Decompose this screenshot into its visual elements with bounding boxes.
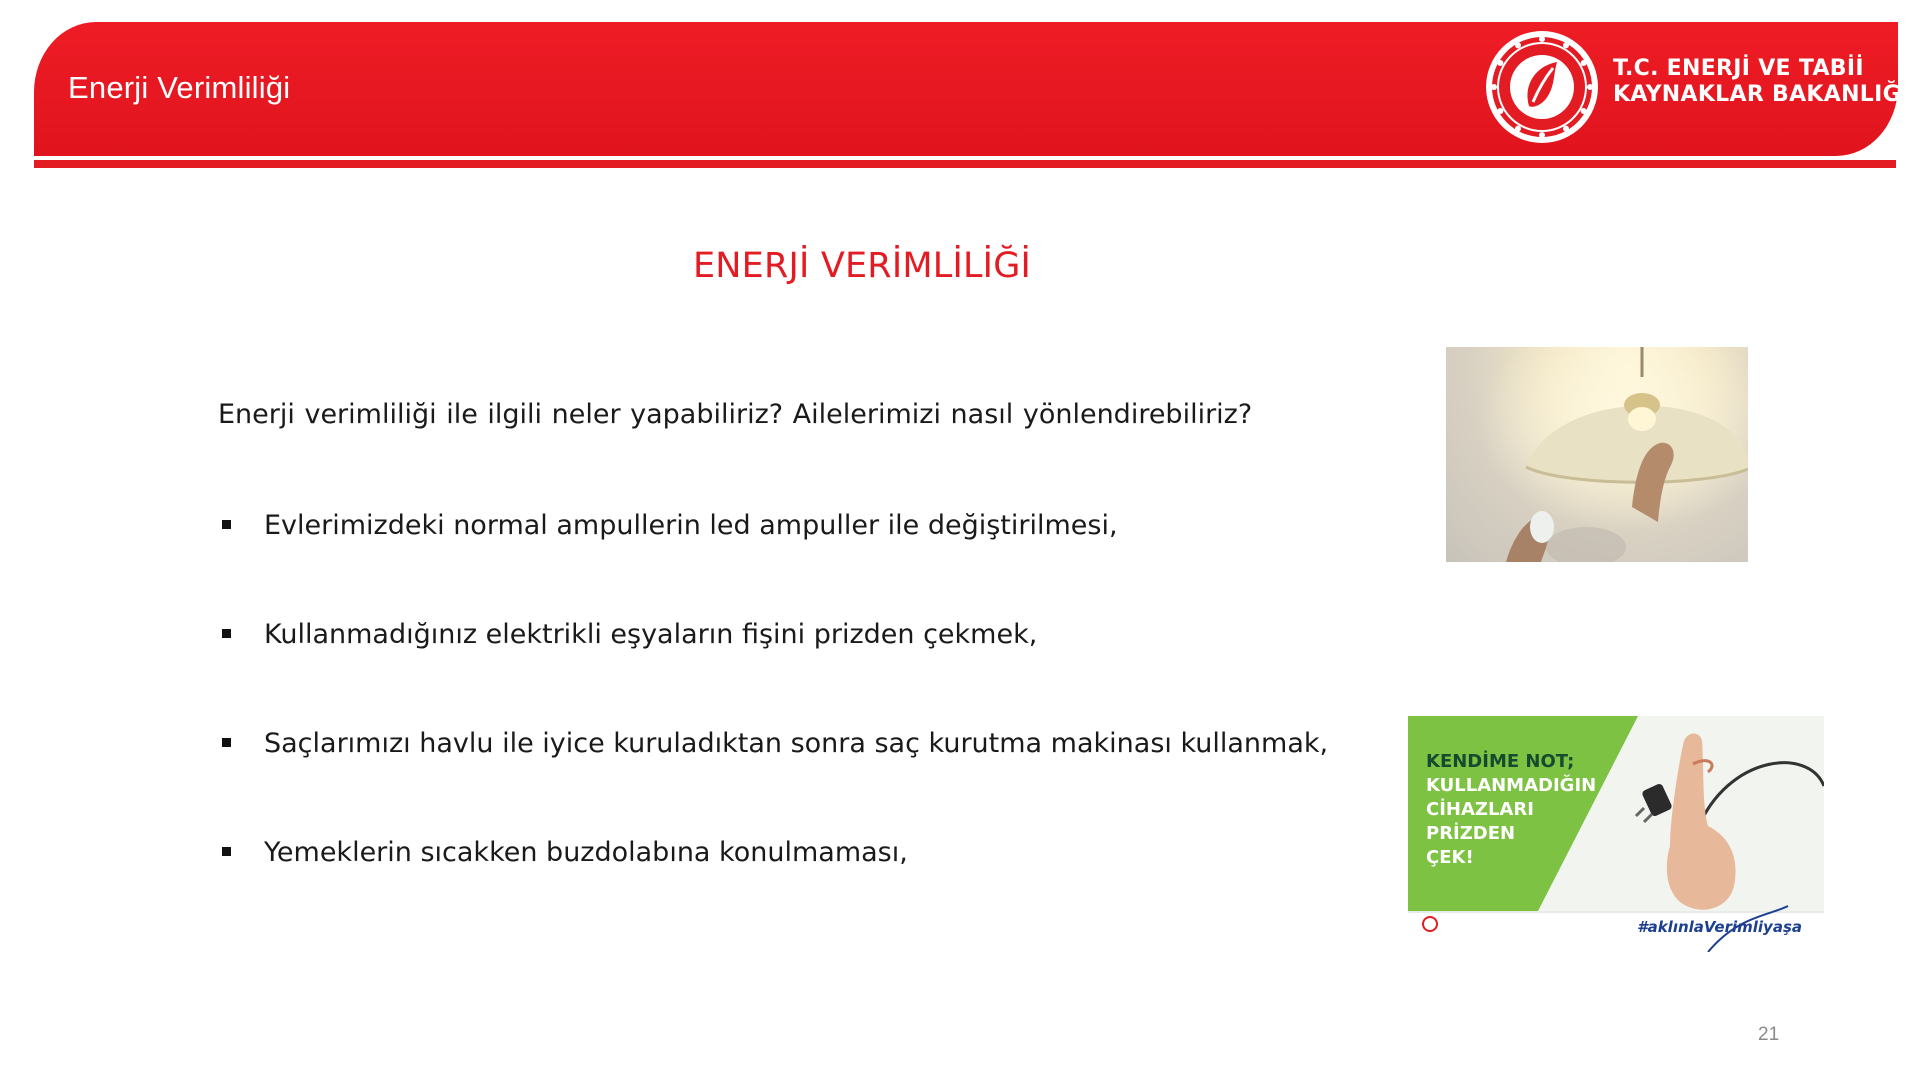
bullet-text: Evlerimizdeki normal ampullerin led ampuller ile değiştirilmesi, bbox=[264, 510, 1118, 541]
square-bullet-icon bbox=[222, 629, 231, 638]
unplug-devices-banner bbox=[1408, 716, 1824, 952]
ministry-name bbox=[1613, 56, 1909, 108]
ministry-emblem-icon bbox=[1483, 28, 1601, 146]
square-bullet-icon bbox=[222, 520, 231, 529]
header-underline bbox=[34, 160, 1896, 168]
ministry-name-line1: T.C. ENERJİ VE TABİİ bbox=[1613, 56, 1864, 81]
bullet-item bbox=[218, 835, 1328, 944]
bullet-item bbox=[218, 508, 1328, 617]
slide-title: ENERJİ VERİMLİLİĞİ bbox=[692, 246, 1032, 286]
intro-question: Enerji verimliliği ile ilgili neler yapabiliriz? Ailelerimizi nasıl yönlendirebiliriz? bbox=[218, 399, 1253, 430]
page-number: 21 bbox=[1758, 1024, 1780, 1045]
banner-line1: KENDİME NOT; bbox=[1426, 751, 1575, 772]
banner-line2: KULLANMADIĞIN bbox=[1426, 775, 1597, 796]
banner-hashtag: #aklınlaVerimliyaşa bbox=[1637, 918, 1802, 936]
square-bullet-icon bbox=[222, 847, 231, 856]
banner-line5: ÇEK! bbox=[1426, 847, 1474, 868]
banner-message bbox=[1426, 750, 1596, 870]
square-bullet-icon bbox=[222, 738, 231, 747]
bullet-text: Yemeklerin sıcakken buzdolabına konulmaması, bbox=[264, 837, 908, 868]
bullet-text: Saçlarımızı havlu ile iyice kuruladıktan sonra saç kurutma makinası kullanmak, bbox=[264, 728, 1329, 759]
bullet-list bbox=[218, 508, 1328, 944]
bullet-item bbox=[218, 726, 1328, 835]
lamp-illustration bbox=[1446, 347, 1748, 562]
bullet-item bbox=[218, 617, 1328, 726]
banner-line4: PRİZDEN bbox=[1426, 823, 1516, 844]
banner-line3: CİHAZLARI bbox=[1426, 799, 1534, 820]
header-title: Enerji Verimliliği bbox=[68, 70, 291, 105]
light-bulb-lamp-photo bbox=[1446, 347, 1748, 562]
ministry-name-line2: KAYNAKLAR BAKANLIĞI bbox=[1613, 82, 1910, 107]
bullet-text: Kullanmadığınız elektrikli eşyaların fişini prizden çekmek, bbox=[264, 619, 1038, 650]
